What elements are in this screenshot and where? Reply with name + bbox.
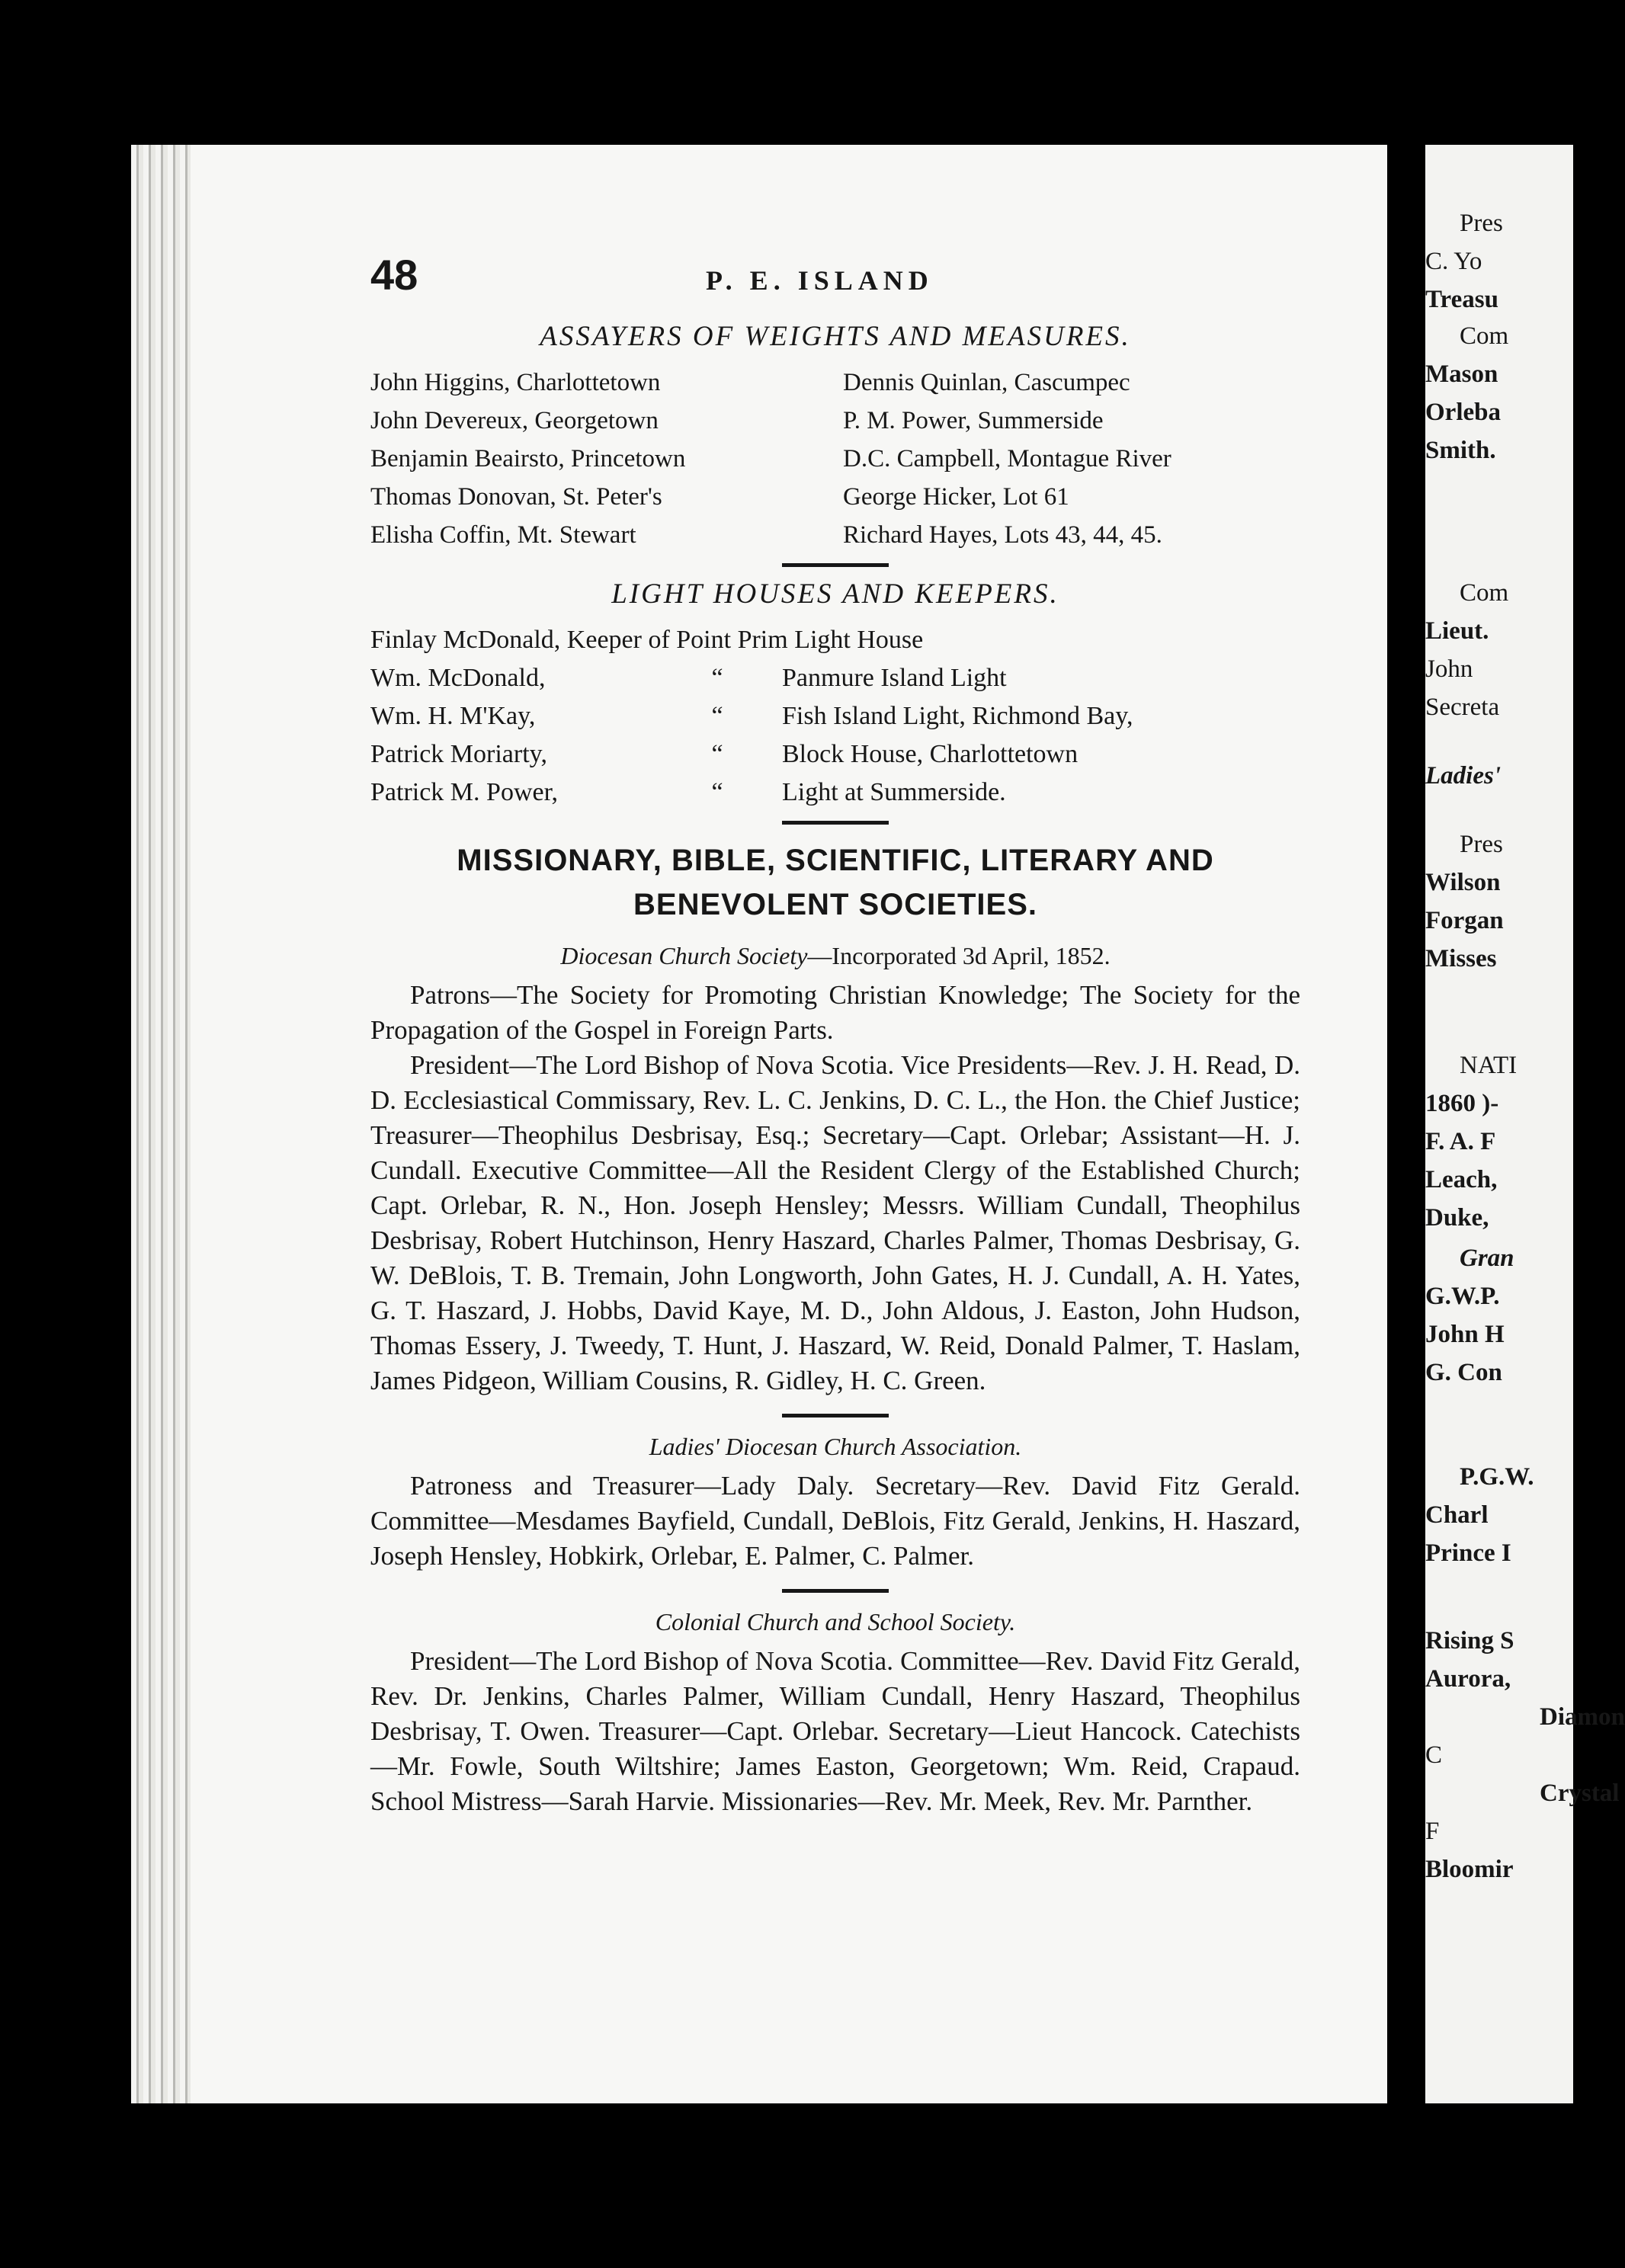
- page-header: [370, 250, 1300, 303]
- colonial-society-heading: Colonial Church and School Society.: [655, 1608, 1016, 1635]
- assayer-entry: Elisha Coffin, Mt. Stewart: [370, 521, 636, 549]
- lighthouse-first-line: Finlay McDonald, Keeper of Point Prim Light House: [370, 626, 924, 654]
- facing-page-line: Misses: [1425, 945, 1497, 972]
- light-name: Block House, Charlottetown: [782, 740, 1079, 768]
- section-rule: [782, 1414, 889, 1418]
- assayer-entry: Richard Hayes, Lots 43, 44, 45.: [843, 521, 1162, 549]
- facing-page-line: John H: [1425, 1321, 1505, 1348]
- ditto-mark: “: [711, 778, 723, 806]
- facing-page-line: C. Yo: [1425, 248, 1482, 275]
- assayers-right-column: [828, 364, 1300, 554]
- diocesan-officers-paragraph: President—The Lord Bishop of Nova Scotia. Vice Presidents—Rev. J. H. Read, D. D. Ecclesiastical Commissary, Rev. L. C. Jenkins, D. C. L., the Hon. the Chief Justice; Treasurer—Theophilus Desbrisay, Esq.; Secretary—Capt. Orlebar; Assistant—H. J. Cundall. Executive Committee—All the Resident Clergy of the Established Church; Capt. Orlebar, R. N., Hon. Joseph Hensley; Messrs. William Cundall, Theophilus Desbrisay, Robert Hutchinson, Henry Haszard, Charles Palmer, Thomas Desbrisay, G. W. DeBlois, T. B. Tremain, John Longworth, John Gates, H. J. Cundall, A. H. Yates, G. T. Haszard, J. Hobbs, David Kaye, M. D., John Aldous, J. Easton, John Hudson, Thomas Essery, J. Tweedy, T. Hunt, J. Haszard, W. Reid, Donald Palmer, T. Haslam, James Pidgeon, William Cousins, R. Gidley, H. C. Green.: [370, 1050, 1300, 1395]
- ditto-mark: “: [711, 664, 723, 692]
- assayer-entry: George Hicker, Lot 61: [843, 483, 1069, 511]
- ditto-mark: “: [711, 702, 723, 730]
- facing-page-line: Secreta: [1425, 694, 1500, 721]
- lighthouse-row: [370, 735, 1300, 774]
- facing-page-line: Treasu: [1425, 286, 1498, 313]
- page-number: 48: [370, 251, 418, 299]
- assayer-entry: Benjamin Beairsto, Princetown: [370, 445, 686, 472]
- facing-page-line: Com: [1460, 579, 1509, 607]
- societies-title-line-1: MISSIONARY, BIBLE, SCIENTIFIC, LITERARY AND: [457, 844, 1214, 877]
- assayer-entry: Thomas Donovan, St. Peter's: [370, 483, 662, 511]
- facing-page-line: Pres: [1460, 210, 1503, 237]
- keeper-name: Patrick M. Power,: [370, 778, 559, 806]
- assayer-entry: Dennis Quinlan, Cascumpec: [843, 369, 1130, 396]
- facing-page-line: 1860 )-: [1425, 1090, 1499, 1117]
- facing-page-line: Prince I: [1425, 1539, 1511, 1567]
- diocesan-society-name: Diocesan Church Society: [560, 942, 808, 969]
- section-rule: [782, 1589, 889, 1593]
- facing-page-line: C: [1425, 1741, 1443, 1769]
- facing-page-line: G.W.P.: [1425, 1283, 1500, 1310]
- facing-page-line: Duke,: [1425, 1204, 1489, 1232]
- book-page: [191, 145, 1387, 2103]
- diocesan-society-heading: [370, 942, 1300, 970]
- facing-page-line: Mason: [1425, 360, 1498, 388]
- societies-title-line-2: BENEVOLENT SOCIETIES.: [633, 888, 1037, 921]
- assayers-title: ASSAYERS OF WEIGHTS AND MEASURES.: [540, 321, 1131, 352]
- page-content: [370, 250, 1300, 1819]
- keeper-name: Wm. McDonald,: [370, 664, 546, 692]
- diocesan-patrons-paragraph: Patrons—The Society for Promoting Christian Knowledge; The Society for the Propagation of the Gospel in Foreign Parts.: [370, 980, 1300, 1045]
- facing-page-line: Smith.: [1425, 437, 1496, 464]
- running-head: P. E. ISLAND: [706, 265, 934, 296]
- light-name: Fish Island Light, Richmond Bay,: [782, 702, 1133, 730]
- ditto-mark: “: [711, 740, 723, 768]
- facing-page-line: Lieut.: [1425, 617, 1489, 645]
- assayer-entry: D.C. Campbell, Montague River: [843, 445, 1171, 472]
- lighthouses-title: LIGHT HOUSES AND KEEPERS.: [611, 578, 1059, 610]
- lighthouse-row: [370, 697, 1300, 735]
- diocesan-incorporated: —Incorporated 3d April, 1852.: [807, 942, 1111, 969]
- societies-title: [370, 838, 1300, 927]
- facing-page-line: Diamon: [1540, 1703, 1625, 1731]
- keeper-name: Patrick Moriarty,: [370, 740, 547, 768]
- facing-page-line: G. Con: [1425, 1359, 1502, 1386]
- light-name: Light at Summerside.: [782, 778, 1006, 806]
- facing-page-line: Gran: [1460, 1245, 1514, 1272]
- facing-page-line: Ladies': [1425, 762, 1501, 790]
- facing-page-line: Forgan: [1425, 907, 1504, 934]
- facing-page: [1425, 145, 1625, 2103]
- facing-page-line: NATI: [1460, 1052, 1518, 1079]
- facing-page-line: John: [1425, 655, 1473, 683]
- keeper-name: Wm. H. M'Kay,: [370, 702, 536, 730]
- facing-page-line: Com: [1460, 322, 1509, 350]
- facing-page-line: Rising S: [1425, 1627, 1514, 1655]
- facing-page-line: Bloomir: [1425, 1856, 1514, 1883]
- book-page-edges: [131, 145, 200, 2103]
- facing-page-line: Pres: [1460, 831, 1503, 858]
- assayer-entry: John Devereux, Georgetown: [370, 407, 659, 434]
- facing-page-line: Leach,: [1425, 1166, 1498, 1193]
- assayers-list: [370, 364, 1300, 554]
- ladies-association-paragraph: Patroness and Treasurer—Lady Daly. Secretary—Rev. David Fitz Gerald. Committee—Mesdames Bayfield, Cundall, DeBlois, Fitz Gerald, Jenkins, H. Haszard, Joseph Hensley, Hobkirk, Orlebar, E. Palmer, C. Palmer.: [370, 1471, 1300, 1571]
- ladies-association-heading: Ladies' Diocesan Church Association.: [649, 1433, 1022, 1460]
- colonial-society-paragraph: President—The Lord Bishop of Nova Scotia. Committee—Rev. David Fitz Gerald, Rev. Dr. Jenkins, Charles Palmer, William Cundall, Henry Haszard, Theophilus Desbrisay, T. Owen. Treasurer—Capt. Orlebar. Secretary—Lieut Hancock. Catechists—Mr. Fowle, South Wiltshire; James Easton, Georgetown; Wm. Reid, Crapaud. School Mistress—Sarah Harvie. Missionaries—Rev. Mr. Meek, Rev. Mr. Parnther.: [370, 1646, 1300, 1816]
- section-rule: [782, 563, 889, 567]
- assayers-left-column: [370, 364, 828, 554]
- assayer-entry: John Higgins, Charlottetown: [370, 369, 661, 396]
- facing-page-line: F: [1425, 1818, 1440, 1845]
- facing-page-line: Wilson: [1425, 869, 1501, 896]
- section-rule: [782, 821, 889, 825]
- facing-page-line: Orleba: [1425, 399, 1501, 426]
- facing-page-line: Aurora,: [1425, 1665, 1511, 1693]
- assayer-entry: P. M. Power, Summerside: [843, 407, 1104, 434]
- facing-page-line: F. A. F: [1425, 1128, 1496, 1155]
- facing-page-line: P.G.W.: [1460, 1463, 1534, 1491]
- light-name: Panmure Island Light: [782, 664, 1007, 692]
- lighthouse-row: [370, 774, 1300, 812]
- lighthouse-row: [370, 659, 1300, 697]
- facing-page-line: Crystal: [1540, 1779, 1620, 1807]
- facing-page-line: Charl: [1425, 1501, 1489, 1529]
